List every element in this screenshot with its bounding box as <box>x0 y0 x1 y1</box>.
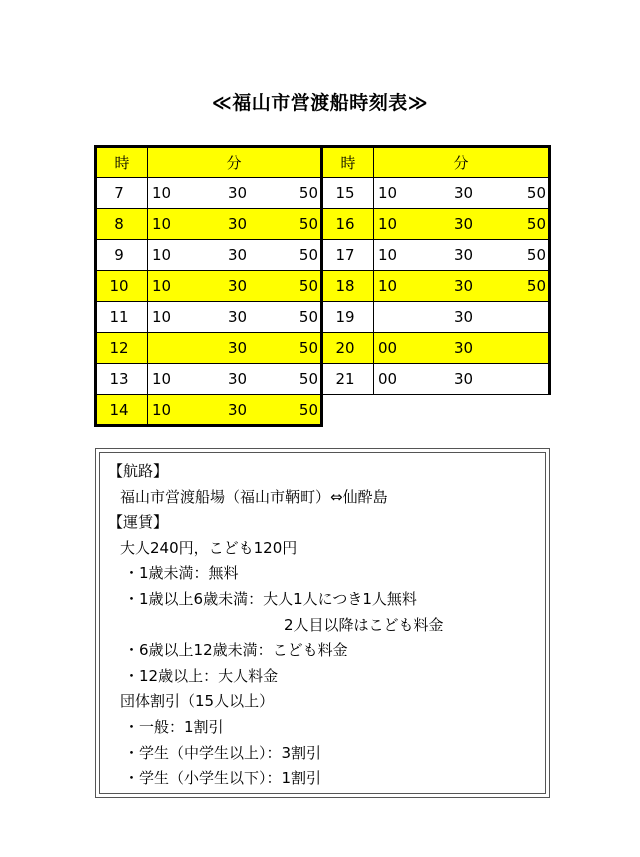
hour-cell: 20 <box>322 333 374 364</box>
group-discount-item: ・一般：1割引 <box>124 717 224 736</box>
timetable-row <box>96 364 550 395</box>
minutes-cell <box>148 395 322 426</box>
minutes-cell <box>148 364 322 395</box>
empty-cell <box>322 395 374 426</box>
minute-value: 30 <box>454 246 474 264</box>
timetable-row <box>96 271 550 302</box>
minute-value: 10 <box>378 184 398 202</box>
minute-value: 30 <box>454 339 474 357</box>
hour-cell: 18 <box>322 271 374 302</box>
hour-cell: 13 <box>96 364 148 395</box>
minute-value: 00 <box>378 370 398 388</box>
fare-item-continued: 2人目以降はこども料金 <box>284 615 444 634</box>
hour-cell: 9 <box>96 240 148 271</box>
minute-value: 10 <box>152 215 172 233</box>
timetable-row <box>96 333 550 364</box>
minute-value: 30 <box>228 184 248 202</box>
group-discount-item: ・学生（中学生以上）：3割引 <box>124 743 322 762</box>
minute-value: 30 <box>454 184 474 202</box>
hour-cell: 8 <box>96 209 148 240</box>
hour-header: 時 <box>96 147 148 178</box>
group-discount-item: ・学生（小学生以下）：1割引 <box>124 769 322 788</box>
fare-item: ・1歳未満：無料 <box>124 564 239 583</box>
minutes-cell <box>374 271 550 302</box>
minute-value: 00 <box>378 339 398 357</box>
minute-value: 50 <box>298 370 318 388</box>
page-title: ≪福山市営渡船時刻表≫ <box>211 92 429 114</box>
minute-value: 50 <box>298 184 318 202</box>
minutes-cell <box>148 209 322 240</box>
minutes-cell <box>148 178 322 209</box>
hour-cell: 11 <box>96 302 148 333</box>
hour-cell: 10 <box>96 271 148 302</box>
hour-cell: 21 <box>322 364 374 395</box>
minute-value: 10 <box>152 277 172 295</box>
minute-value: 10 <box>152 400 172 419</box>
timetable-row <box>96 209 550 240</box>
minutes-cell <box>148 271 322 302</box>
minute-value: 30 <box>454 277 474 295</box>
minute-value: 50 <box>298 246 318 264</box>
info-box <box>95 448 550 798</box>
minute-value: 10 <box>152 184 172 202</box>
timetable-row <box>96 395 550 426</box>
minute-value: 10 <box>152 308 172 326</box>
minute-value: 30 <box>228 215 248 233</box>
minutes-cell <box>374 302 550 333</box>
minute-value: 10 <box>378 215 398 233</box>
minute-value: 50 <box>526 246 546 264</box>
minute-value: 10 <box>152 246 172 264</box>
route-text: 福山市営渡船場（福山市鞆町）⇔仙酔島 <box>120 487 388 506</box>
minute-value: 50 <box>298 277 318 295</box>
hour-cell: 14 <box>96 395 148 426</box>
minutes-cell <box>148 333 322 364</box>
hour-cell: 19 <box>322 302 374 333</box>
minute-value: 50 <box>298 215 318 233</box>
minute-value: 30 <box>228 308 248 326</box>
minute-value: 10 <box>378 277 398 295</box>
timetable-row <box>96 240 550 271</box>
ferry-timetable <box>94 145 551 427</box>
timetable-row <box>96 302 550 333</box>
minute-value: 50 <box>526 277 546 295</box>
minutes-cell <box>148 302 322 333</box>
minute-header: 分 <box>148 147 322 178</box>
fare-main: 大人240円，こども120円 <box>120 538 298 557</box>
fare-item: ・6歳以上12歳未満：こども料金 <box>124 641 348 660</box>
empty-cell <box>374 395 550 426</box>
hour-cell: 16 <box>322 209 374 240</box>
minute-value: 30 <box>228 400 248 419</box>
route-heading: 【航路】 <box>108 462 169 480</box>
timetable-header-row <box>96 147 550 178</box>
minute-header: 分 <box>374 147 550 178</box>
minute-value: 30 <box>228 246 248 264</box>
minute-value: 10 <box>378 246 398 264</box>
hour-cell: 17 <box>322 240 374 271</box>
minute-value: 50 <box>298 308 318 326</box>
fare-item: ・12歳以上：大人料金 <box>124 666 279 685</box>
minutes-cell <box>148 240 322 271</box>
minute-value: 50 <box>526 184 546 202</box>
minutes-cell <box>374 240 550 271</box>
minute-value: 30 <box>454 215 474 233</box>
minute-value: 50 <box>298 339 318 357</box>
hour-cell: 15 <box>322 178 374 209</box>
fare-heading: 【運賃】 <box>108 513 169 532</box>
minute-value: 10 <box>152 370 172 388</box>
hour-header: 時 <box>322 147 374 178</box>
hour-cell: 12 <box>96 333 148 364</box>
minutes-cell <box>374 178 550 209</box>
minute-value: 30 <box>228 370 248 388</box>
minutes-cell <box>374 333 550 364</box>
timetable-row <box>96 178 550 209</box>
fare-item: ・1歳以上6歳未満：大人1人につき1人無料 <box>124 589 417 608</box>
minute-value: 50 <box>298 400 318 419</box>
minutes-cell <box>374 209 550 240</box>
minute-value: 30 <box>454 308 474 326</box>
minute-value: 30 <box>454 370 474 388</box>
minutes-cell <box>374 364 550 395</box>
hour-cell: 7 <box>96 178 148 209</box>
minute-value: 30 <box>228 277 248 295</box>
minute-value: 30 <box>228 339 248 357</box>
minute-value: 50 <box>526 215 546 233</box>
group-discount-heading: 団体割引（15人以上） <box>120 692 275 711</box>
